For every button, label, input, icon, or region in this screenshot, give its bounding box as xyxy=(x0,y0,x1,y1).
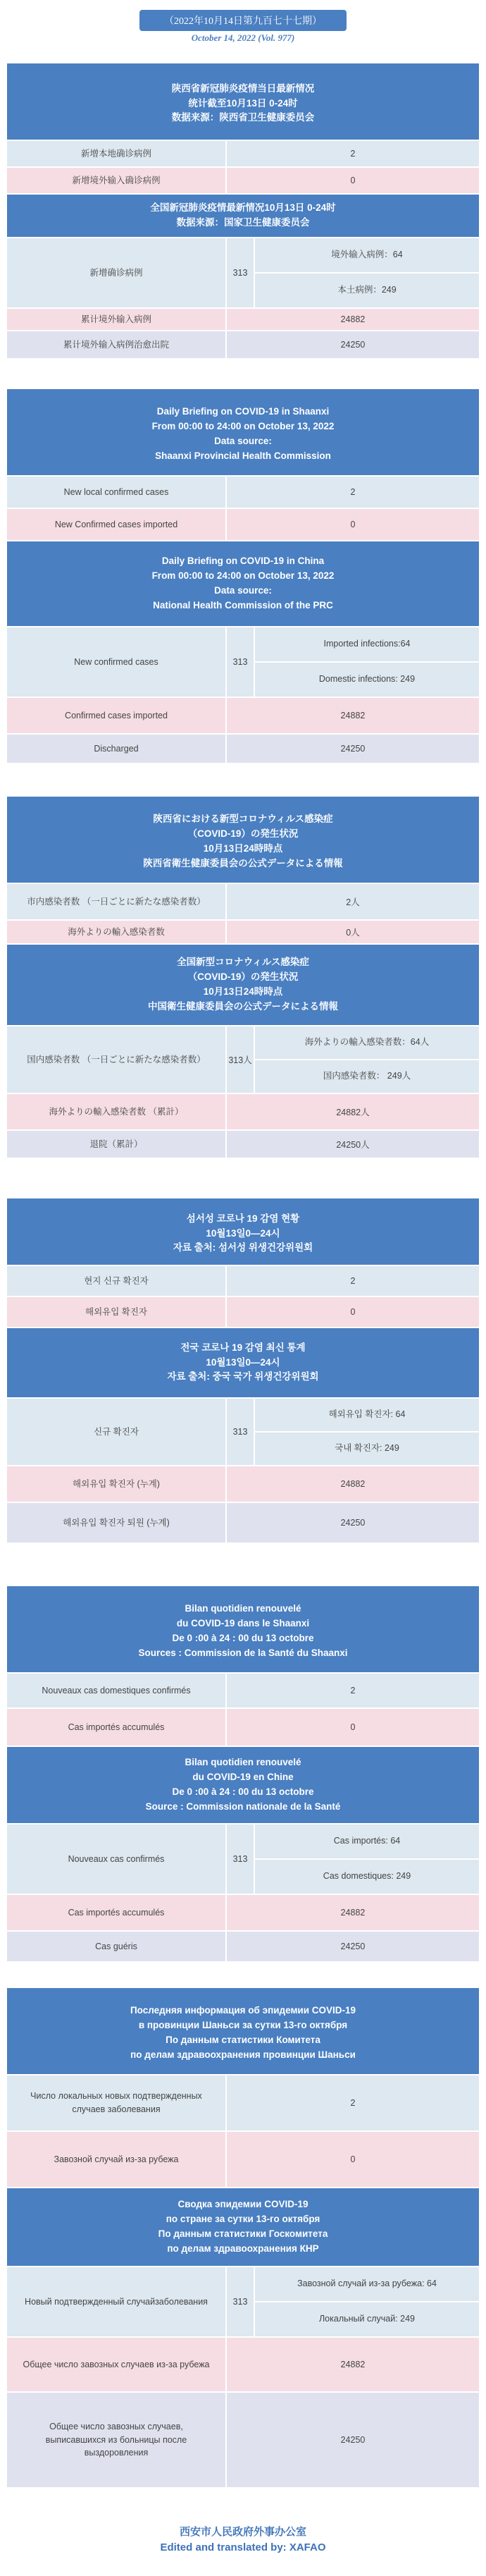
shaanxi-row-label: Cas importés accumulés xyxy=(68,1722,165,1732)
new-cases-row xyxy=(7,1823,479,1894)
china-header-line: National Health Commission of the PRC xyxy=(153,599,333,611)
shaanxi-row-value: 0 xyxy=(225,168,479,193)
china-header-line: Data source: xyxy=(214,585,272,596)
discharged-label: 退院（累計） xyxy=(89,1139,143,1149)
china-header-line: De 0 :00 à 24 : 00 du 13 octobre xyxy=(172,1786,314,1797)
china-header-line: 10月13日24時時点 xyxy=(203,986,283,997)
new-cases-breakdown xyxy=(254,1026,479,1093)
discharged-value: 24250人 xyxy=(225,1131,479,1158)
discharged-value: 24250 xyxy=(225,735,479,763)
new-cases-row xyxy=(7,1397,479,1465)
new-cases-total: 313 xyxy=(225,1824,254,1894)
china-header-line: Bilan quotidien renouvelé xyxy=(185,1757,301,1768)
china-header-line: По данным статистики Госкомитета xyxy=(158,2228,328,2239)
discharged-value: 24250 xyxy=(225,1503,479,1542)
china-header-line: Source : Commission nationale de la Santé xyxy=(145,1801,341,1812)
shaanxi-header-line: Последняя информация об эпидемии COVID-19 xyxy=(130,2005,356,2016)
shaanxi-row xyxy=(7,475,479,508)
china-header-line: 中国衛生健康委員会の公式データによる情報 xyxy=(148,1000,338,1012)
shaanxi-header xyxy=(7,1992,479,2074)
shaanxi-header-line: 陕西省新冠肺炎疫情当日最新情况 xyxy=(171,82,315,94)
cumulative-imported-row xyxy=(7,1894,479,1930)
cumulative-imported-value: 24882 xyxy=(225,1466,479,1502)
shaanxi-header xyxy=(7,1590,479,1672)
china-header-line: 全国新冠肺炎疫情最新情况10月13日 0-24时 xyxy=(150,202,336,214)
cumulative-imported-value: 24882 xyxy=(225,2338,479,2391)
cumulative-imported-label: Cas importés accumulés xyxy=(68,1907,165,1918)
china-header-line: 자료 출처: 중국 국가 위생건강위원회 xyxy=(167,1371,319,1382)
section-en xyxy=(7,389,479,763)
china-header xyxy=(7,943,479,1025)
cumulative-imported-row xyxy=(7,307,479,330)
issue-date-english: October 14, 2022 (Vol. 977) xyxy=(191,32,295,43)
new-cases-breakdown xyxy=(254,238,479,307)
cumulative-imported-row xyxy=(7,697,479,733)
shaanxi-header-line: 数据来源：陕西省卫生健康委员会 xyxy=(171,112,315,123)
section-ko xyxy=(7,1198,479,1542)
shaanxi-header-line: Sources : Commission de la Santé du Shaanxi xyxy=(138,1647,348,1658)
shaanxi-row-value: 0人 xyxy=(225,921,479,943)
shaanxi-header-line: From 00:00 to 24:00 on October 13, 2022 xyxy=(151,421,335,432)
new-cases-total: 313 xyxy=(225,238,254,307)
china-header-line: du COVID-19 en Chine xyxy=(192,1772,294,1783)
shaanxi-row xyxy=(7,1707,479,1746)
new-imported-cases: 해외유입 확진자: 64 xyxy=(328,1409,406,1420)
shaanxi-row-label: 新增本地确诊病例 xyxy=(80,148,151,159)
shaanxi-row-value: 2 xyxy=(225,1674,479,1707)
discharged-label: 해외유입 확진자 퇴원 (누계) xyxy=(63,1517,170,1528)
shaanxi-row xyxy=(7,2130,479,2187)
shaanxi-header-line: в провинции Шаньси за сутки 13-го октября xyxy=(138,2020,348,2031)
footer-credit: Edited and translated by: XAFAO xyxy=(160,2541,326,2553)
shaanxi-row-label: Nouveaux cas domestiques confirmés xyxy=(42,1685,191,1695)
cumulative-imported-value: 24882 xyxy=(225,309,479,330)
shaanxi-header xyxy=(7,393,479,475)
new-domestic-cases: 국내 확진자: 249 xyxy=(255,1431,479,1465)
shaanxi-header-line: 10月13日24時時点 xyxy=(203,843,283,854)
shaanxi-row-label: 新增境外输入确诊病例 xyxy=(72,175,161,185)
new-cases-breakdown xyxy=(254,1824,479,1894)
cumulative-imported-label: Confirmed cases imported xyxy=(65,710,168,720)
discharged-value: 24250 xyxy=(225,331,479,358)
shaanxi-header xyxy=(7,68,479,140)
shaanxi-row-value: 0 xyxy=(225,2132,479,2187)
new-cases-label: 国内感染者数 （一日ごとに新たな感染者数） xyxy=(27,1054,206,1065)
section-zh xyxy=(7,63,479,358)
shaanxi-row-value: 2 xyxy=(225,2075,479,2130)
shaanxi-row-value: 0 xyxy=(225,1709,479,1746)
shaanxi-row-value: 0 xyxy=(225,509,479,540)
cumulative-imported-label: 累计境外输入病例 xyxy=(80,314,151,324)
shaanxi-row-value: 2人 xyxy=(225,884,479,919)
new-cases-label: 新增确诊病例 xyxy=(89,267,143,278)
discharged-value: 24250 xyxy=(225,2393,479,2487)
discharged-row xyxy=(7,733,479,763)
new-imported-cases: Завозной случай из-за рубежа: 64 xyxy=(297,2278,437,2289)
cumulative-imported-row xyxy=(7,1093,479,1129)
discharged-row xyxy=(7,1502,479,1542)
china-header-line: 10월13일0—24시 xyxy=(206,1356,280,1368)
shaanxi-row xyxy=(7,919,479,943)
shaanxi-row-label: Завозной случай из-за рубежа xyxy=(54,2154,179,2164)
discharged-row xyxy=(7,1930,479,1961)
new-domestic-cases: 国内感染者数： 249人 xyxy=(255,1059,479,1093)
shaanxi-row-value: 2 xyxy=(225,141,479,166)
cumulative-imported-label: 海外よりの輸入感染者数 （累計） xyxy=(49,1106,184,1117)
section-ru xyxy=(7,1988,479,2487)
shaanxi-header-line: 陝西省衛生健康委員会の公式データによる情報 xyxy=(143,857,343,869)
china-header xyxy=(7,193,479,237)
new-imported-cases: Cas importés: 64 xyxy=(333,1836,401,1846)
new-cases-row xyxy=(7,237,479,307)
cumulative-imported-label: 해외유입 확진자 (누계) xyxy=(73,1478,160,1489)
china-header xyxy=(7,2187,479,2266)
china-header-line: по стране за сутки 13-го октября xyxy=(166,2214,320,2225)
new-cases-label: Новый подтвержденный случайзаболевания xyxy=(25,2296,208,2307)
discharged-row xyxy=(7,2391,479,2487)
new-imported-cases: 境外输入病例：64 xyxy=(331,250,403,260)
cumulative-imported-row xyxy=(7,1465,479,1502)
shaanxi-header-line: De 0 :00 à 24 : 00 du 13 octobre xyxy=(172,1633,314,1643)
china-header xyxy=(7,1746,479,1823)
shaanxi-header-line: Daily Briefing on COVID-19 in Shaanxi xyxy=(156,406,330,417)
discharged-label: Discharged xyxy=(94,743,139,754)
shaanxi-row-value: 0 xyxy=(225,1297,479,1327)
shaanxi-header-line: （COVID-19）の発生状況 xyxy=(187,828,299,840)
new-cases-label: New confirmed cases xyxy=(74,656,158,667)
china-header xyxy=(7,1327,479,1397)
shaanxi-header-line: Bilan quotidien renouvelé xyxy=(185,1603,301,1614)
shaanxi-header xyxy=(7,1203,479,1265)
china-header-line: 全国新型コロナウィルス感染症 xyxy=(177,957,309,968)
shaanxi-row-label: 해외유입 확진자 xyxy=(85,1306,147,1317)
footer xyxy=(0,2524,486,2553)
china-header-line: Daily Briefing on COVID-19 in China xyxy=(161,556,325,567)
shaanxi-header-line: 统计截至10月13日 0-24时 xyxy=(188,97,298,109)
shaanxi-row xyxy=(7,1296,479,1327)
china-header-line: по делам здравоохранения КНР xyxy=(167,2243,319,2254)
new-cases-label: Nouveaux cas confirmés xyxy=(68,1853,165,1864)
china-header-line: （COVID-19）の発生状況 xyxy=(187,971,299,983)
shaanxi-row xyxy=(7,140,479,166)
china-header-line: From 00:00 to 24:00 on October 13, 2022 xyxy=(151,570,335,582)
issue-date-pill: （2022年10月14日第九百七十七期） xyxy=(139,10,347,31)
shaanxi-row xyxy=(7,1265,479,1296)
shaanxi-row-label: 市内感染者数 （一日ごとに新たな感染者数） xyxy=(27,896,206,907)
shaanxi-row xyxy=(7,2074,479,2130)
shaanxi-row xyxy=(7,166,479,193)
shaanxi-header-line: Data source: xyxy=(214,436,272,446)
shaanxi-row-label: New Confirmed cases imported xyxy=(54,519,178,529)
new-imported-cases: Imported infections:64 xyxy=(323,639,411,649)
discharged-row xyxy=(7,330,479,358)
discharged-label: 累计境外输入病例治愈出院 xyxy=(63,339,169,350)
new-cases-label: 신규 확진자 xyxy=(94,1426,139,1437)
shaanxi-header xyxy=(7,801,479,883)
shaanxi-row xyxy=(7,1672,479,1707)
cumulative-imported-value: 24882 xyxy=(225,1895,479,1930)
new-cases-total: 313 xyxy=(225,1399,254,1465)
new-cases-breakdown xyxy=(254,1399,479,1465)
china-header-line: Сводка эпидемии COVID-19 xyxy=(177,2199,309,2210)
section-fr xyxy=(7,1586,479,1961)
shaanxi-header-line: По данным статистики Комитета xyxy=(166,2035,320,2045)
new-domestic-cases: Локальный случай: 249 xyxy=(255,2301,479,2336)
shaanxi-header-line: du COVID-19 dans le Shaanxi xyxy=(176,1618,310,1629)
new-cases-row xyxy=(7,626,479,697)
china-header-line: 数据来源：国家卫生健康委员会 xyxy=(176,217,310,228)
discharged-label: Общее число завозных случаев, выписавшихся из больницы после выздоровления xyxy=(45,2421,187,2458)
discharged-value: 24250 xyxy=(225,1932,479,1961)
shaanxi-header-line: по делам здравоохранения провинции Шаньси xyxy=(130,2049,356,2060)
cumulative-imported-row xyxy=(7,2336,479,2391)
new-cases-breakdown xyxy=(254,2267,479,2336)
shaanxi-header-line: 10월13일0—24시 xyxy=(206,1227,280,1239)
shaanxi-row xyxy=(7,883,479,919)
new-cases-total: 313人 xyxy=(225,1026,254,1093)
shaanxi-row-label: Число локальных новых подтвержденных случаев заболевания xyxy=(30,2091,202,2114)
china-header xyxy=(7,540,479,626)
cumulative-imported-value: 24882 xyxy=(225,698,479,733)
new-imported-cases: 海外よりの輸入感染者数：64人 xyxy=(304,1037,430,1048)
new-cases-row xyxy=(7,1025,479,1093)
shaanxi-row-label: 海外よりの輸入感染者数 xyxy=(68,926,165,937)
china-header-line: 전국 코로나 19 감염 최신 통계 xyxy=(180,1342,306,1353)
footer-office-name: 西安市人民政府外事办公室 xyxy=(179,2527,306,2538)
discharged-row xyxy=(7,1129,479,1158)
new-cases-row xyxy=(7,2266,479,2336)
discharged-label: Cas guéris xyxy=(95,1941,137,1951)
new-cases-total: 313 xyxy=(225,627,254,697)
shaanxi-header-line: 陝西省における新型コロナウィルス感染症 xyxy=(153,814,333,825)
shaanxi-row-label: New local confirmed cases xyxy=(63,486,169,497)
shaanxi-row-value: 2 xyxy=(225,477,479,508)
shaanxi-row xyxy=(7,508,479,540)
new-cases-breakdown xyxy=(254,627,479,697)
new-domestic-cases: Domestic infections: 249 xyxy=(255,661,479,697)
cumulative-imported-value: 24882人 xyxy=(225,1094,479,1129)
shaanxi-header-line: Shaanxi Provincial Health Commission xyxy=(155,450,331,461)
shaanxi-header-line: 자료 출처: 섬서성 위생건강위원회 xyxy=(173,1242,313,1253)
shaanxi-row-label: 현지 신규 확진자 xyxy=(84,1275,149,1286)
section-ja xyxy=(7,797,479,1158)
cumulative-imported-label: Общее число завозных случаев из-за рубежа xyxy=(23,2359,210,2369)
new-cases-total: 313 xyxy=(225,2267,254,2336)
new-domestic-cases: Cas domestiques: 249 xyxy=(255,1858,479,1894)
shaanxi-header-line: 섬서성 코로나 19 감염 현황 xyxy=(186,1213,300,1224)
new-domestic-cases: 本土病例：249 xyxy=(255,272,479,307)
shaanxi-row-value: 2 xyxy=(225,1266,479,1296)
